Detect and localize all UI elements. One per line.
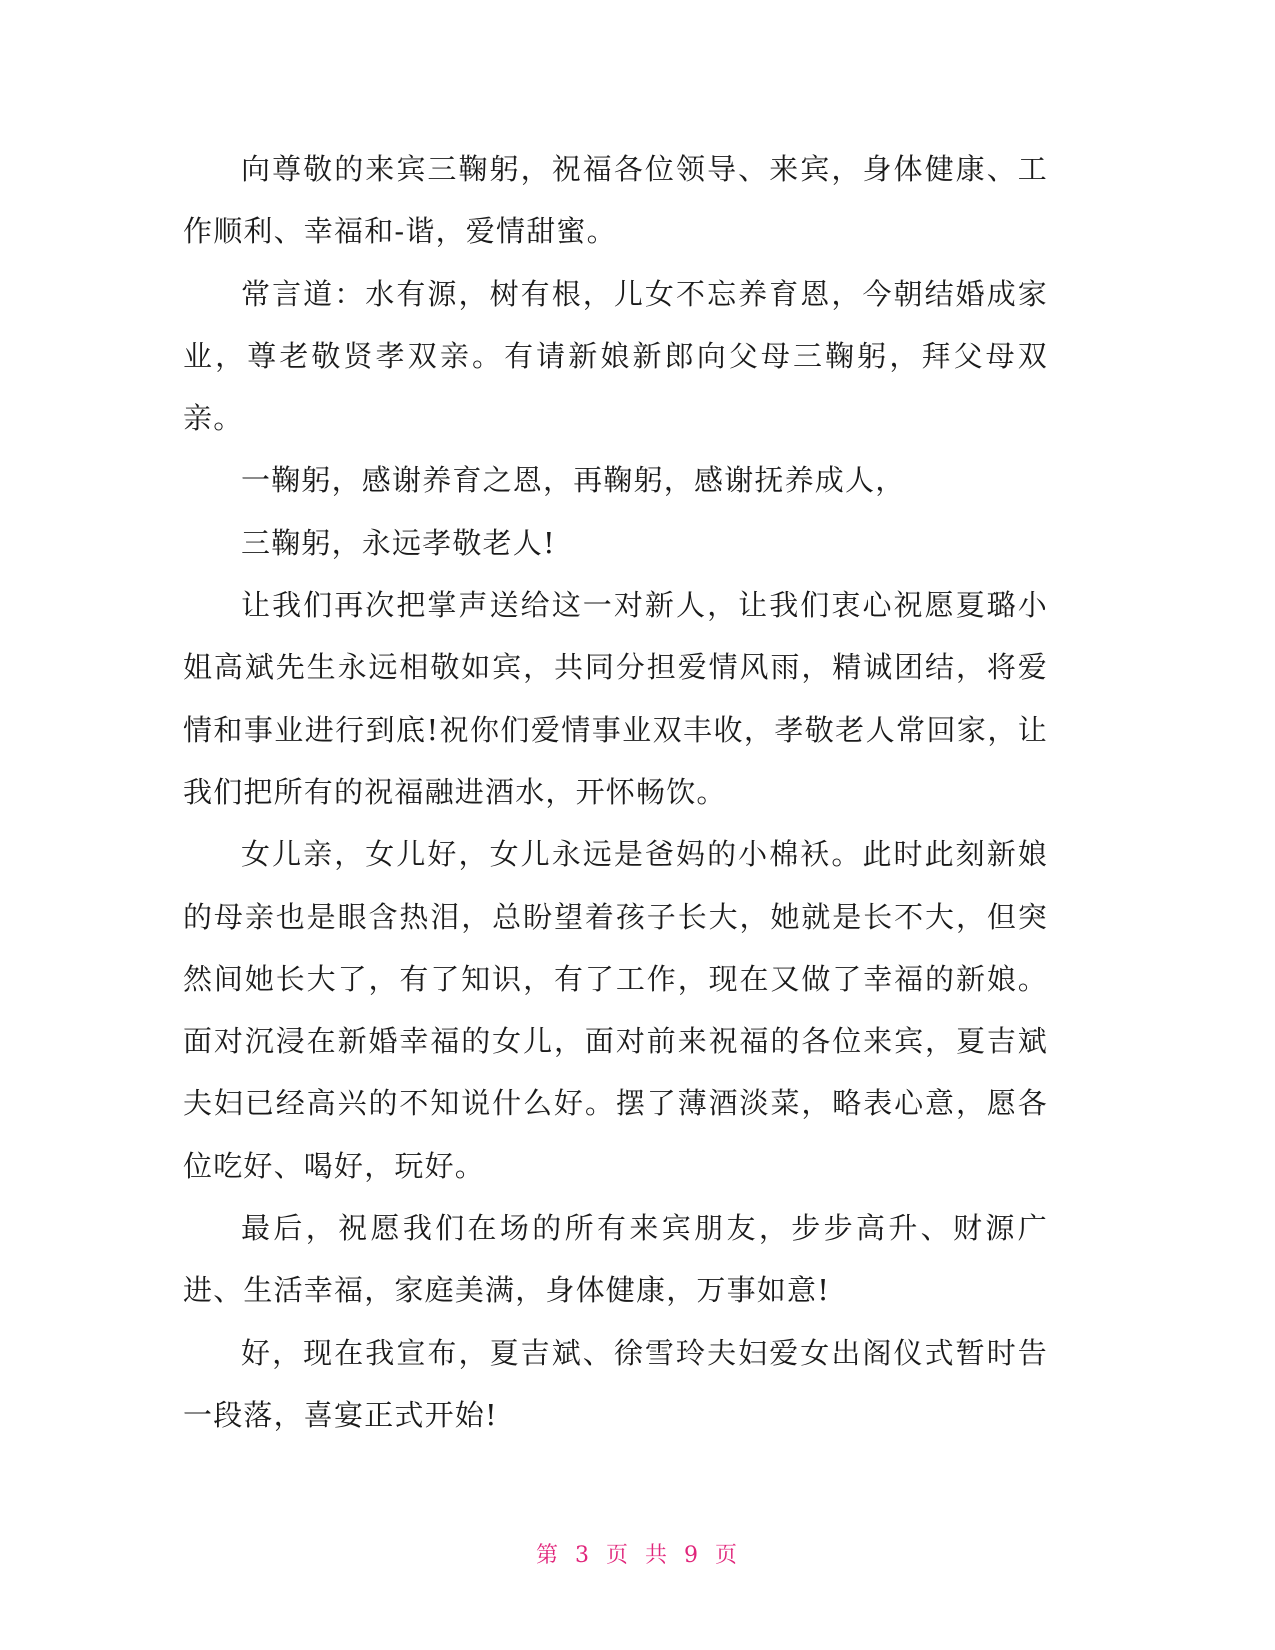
paragraph-4: 三鞠躬，永远孝敬老人! [241, 525, 556, 560]
page-number-footer: 第 3 页 共 9 页 [536, 1543, 739, 1568]
paragraph-6: 女儿亲，女儿好，女儿永远是爸妈的小棉袄。此时此刻新娘的母亲也是眼含热泪，总盼望着孩子长大，她就是长不大，但突然间她长大了，有了知识，有了工作，现在又做了幸福的新娘。面对沉浸在新婚幸福的女儿，面对前来祝福的各位来宾，夏吉斌夫妇已经高兴的不知说什么好。摆了薄酒淡菜，略表心意，愿各位吃好、喝好，玩好。 [183, 837, 1048, 1183]
paragraph-2: 常言道：水有源，树有根，儿女不忘养育恩，今朝结婚成家业，尊老敬贤孝双亲。有请新娘新郎向父母三鞠躬，拜父母双亲。 [183, 276, 1048, 436]
paragraph-3: 一鞠躬，感谢养育之恩，再鞠躬，感谢抚养成人， [241, 463, 906, 498]
paragraph-5: 让我们再次把掌声送给这一对新人，让我们衷心祝愿夏璐小姐高斌先生永远相敬如宾，共同分担爱情风雨，精诚团结，将爱情和事业进行到底!祝你们爱情事业双丰收，孝敬老人常回家，让我们把所有的祝福融进酒水，开怀畅饮。 [183, 588, 1048, 809]
paragraph-7: 最后，祝愿我们在场的所有来宾朋友，步步高升、财源广进、生活幸福，家庭美满，身体健康，万事如意! [183, 1211, 1048, 1308]
document-body [183, 138, 1048, 1446]
paragraph-8: 好，现在我宣布，夏吉斌、徐雪玲夫妇爱女出阁仪式暂时告一段落，喜宴正式开始! [183, 1335, 1048, 1432]
paragraph-1: 向尊敬的来宾三鞠躬，祝福各位领导、来宾，身体健康、工作顺利、幸福和-谐，爱情甜蜜。 [183, 152, 1048, 249]
